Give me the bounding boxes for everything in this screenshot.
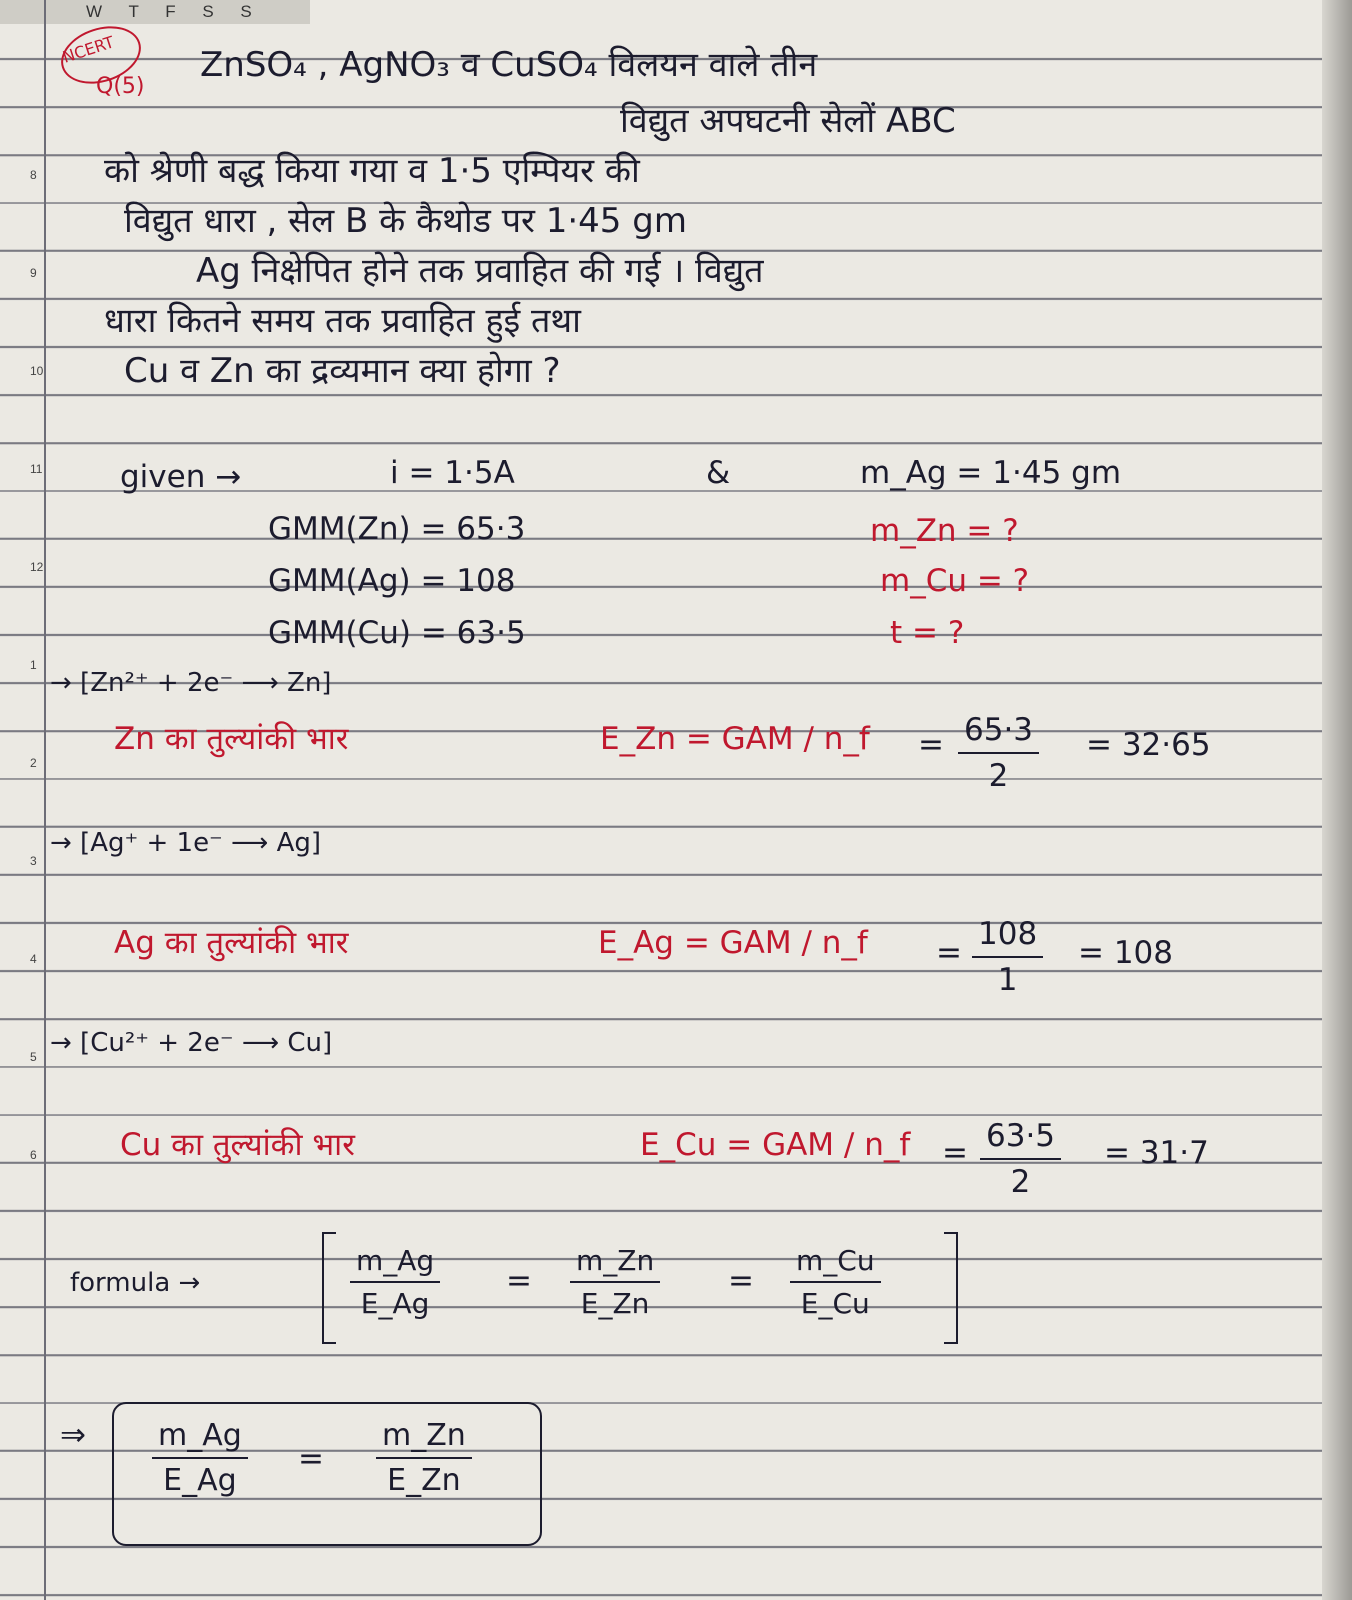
ag-fraction bbox=[972, 916, 1043, 998]
formula-numerator-cu: m_Cu bbox=[790, 1244, 881, 1283]
cu-fraction bbox=[980, 1118, 1061, 1200]
zn-reaction: → [Zn²⁺ + 2e⁻ ⟶ Zn] bbox=[50, 668, 332, 698]
question-line: धारा कितने समय तक प्रवाहित हुई तथा bbox=[104, 301, 581, 341]
gmm-ag: GMM(Ag) = 108 bbox=[268, 563, 516, 599]
given-mass-ag: m_Ag = 1·45 gm bbox=[860, 455, 1122, 491]
question-line: Ag निक्षेपित होने तक प्रवाहित की गई । विद्युत bbox=[196, 251, 764, 291]
question-number: Q(5) bbox=[96, 74, 145, 99]
ag-equals: = bbox=[936, 935, 962, 971]
ag-equivalent-formula: E_Ag = GAM / n_f bbox=[598, 925, 868, 961]
final-denominator-zn: E_Zn bbox=[387, 1463, 461, 1498]
question-line: विद्युत धारा , सेल B के कैथोड पर 1·45 gm bbox=[124, 201, 687, 241]
formula-equals: = bbox=[728, 1263, 754, 1299]
gmm-zn: GMM(Zn) = 65·3 bbox=[268, 511, 526, 547]
final-fraction-ag bbox=[152, 1418, 248, 1498]
formula-numerator-zn: m_Zn bbox=[570, 1244, 660, 1283]
ag-numerator: 108 bbox=[972, 916, 1043, 958]
final-numerator-ag: m_Ag bbox=[152, 1418, 248, 1459]
ncert-badge: NCERT bbox=[60, 32, 117, 67]
formula-fraction-zn bbox=[570, 1244, 660, 1320]
zn-fraction bbox=[958, 712, 1039, 794]
zn-equivalent-formula: E_Zn = GAM / n_f bbox=[600, 721, 870, 757]
ag-result: = 108 bbox=[1078, 935, 1173, 971]
cu-equivalent-label: Cu का तुल्यांकी भार bbox=[120, 1127, 355, 1163]
margin-line bbox=[44, 0, 46, 1600]
question-line: विद्युत अपघटनी सेलों ABC bbox=[620, 101, 956, 141]
formula-numerator-ag: m_Ag bbox=[350, 1244, 440, 1283]
cu-denominator: 2 bbox=[1010, 1164, 1031, 1200]
formula-denominator-ag: E_Ag bbox=[360, 1287, 430, 1320]
given-label: given → bbox=[120, 459, 242, 495]
formula-fraction-cu bbox=[790, 1244, 881, 1320]
question-line: को श्रेणी बद्ध किया गया व 1·5 एम्पियर की bbox=[104, 151, 640, 191]
row-number: 2 bbox=[30, 756, 37, 770]
given-and: & bbox=[706, 455, 731, 491]
unknown-mass-zn: m_Zn = ? bbox=[870, 513, 1019, 549]
final-equals: = bbox=[298, 1441, 324, 1477]
ag-reaction: → [Ag⁺ + 1e⁻ ⟶ Ag] bbox=[50, 828, 322, 858]
formula-denominator-zn: E_Zn bbox=[580, 1287, 650, 1320]
final-numerator-zn: m_Zn bbox=[376, 1418, 472, 1459]
row-number: 1 bbox=[30, 658, 37, 672]
gmm-cu: GMM(Cu) = 63·5 bbox=[268, 615, 526, 651]
zn-numerator: 65·3 bbox=[958, 712, 1039, 754]
formula-left-bracket bbox=[322, 1232, 336, 1344]
formula-equals: = bbox=[506, 1263, 532, 1299]
formula-label: formula → bbox=[70, 1268, 201, 1298]
row-number: 12 bbox=[30, 560, 44, 574]
page-edge bbox=[1322, 0, 1352, 1600]
row-number: 9 bbox=[30, 266, 37, 280]
implies-arrow: ⇒ bbox=[60, 1417, 86, 1453]
cu-result: = 31·7 bbox=[1104, 1135, 1209, 1171]
row-number: 4 bbox=[30, 952, 37, 966]
formula-right-bracket bbox=[944, 1232, 958, 1344]
unknown-mass-cu: m_Cu = ? bbox=[880, 563, 1030, 599]
given-current: i = 1·5A bbox=[390, 455, 515, 491]
row-number: 6 bbox=[30, 1148, 37, 1162]
unknown-time: t = ? bbox=[890, 615, 965, 651]
cu-reaction: → [Cu²⁺ + 2e⁻ ⟶ Cu] bbox=[50, 1028, 333, 1058]
formula-denominator-cu: E_Cu bbox=[800, 1287, 870, 1320]
question-line: ZnSO₄ , AgNO₃ व CuSO₄ विलयन वाले तीन bbox=[200, 45, 818, 85]
final-denominator-ag: E_Ag bbox=[163, 1463, 237, 1498]
final-fraction-zn bbox=[376, 1418, 472, 1498]
row-number: 3 bbox=[30, 854, 37, 868]
cu-numerator: 63·5 bbox=[980, 1118, 1061, 1160]
weekday-header: W T F S S bbox=[86, 2, 263, 21]
row-number: 10 bbox=[30, 364, 44, 378]
row-number: 8 bbox=[30, 168, 37, 182]
formula-fraction-ag bbox=[350, 1244, 440, 1320]
ag-denominator: 1 bbox=[997, 962, 1018, 998]
row-number: 11 bbox=[30, 462, 43, 476]
question-line: Cu व Zn का द्रव्यमान क्या होगा ? bbox=[124, 351, 561, 391]
row-number: 5 bbox=[30, 1050, 37, 1064]
zn-denominator: 2 bbox=[988, 758, 1009, 794]
zn-result: = 32·65 bbox=[1086, 727, 1211, 763]
cu-equivalent-formula: E_Cu = GAM / n_f bbox=[640, 1127, 911, 1163]
ag-equivalent-label: Ag का तुल्यांकी भार bbox=[114, 925, 349, 961]
zn-equals: = bbox=[918, 727, 944, 763]
cu-equals: = bbox=[942, 1135, 968, 1171]
zn-equivalent-label: Zn का तुल्यांकी भार bbox=[114, 721, 349, 757]
